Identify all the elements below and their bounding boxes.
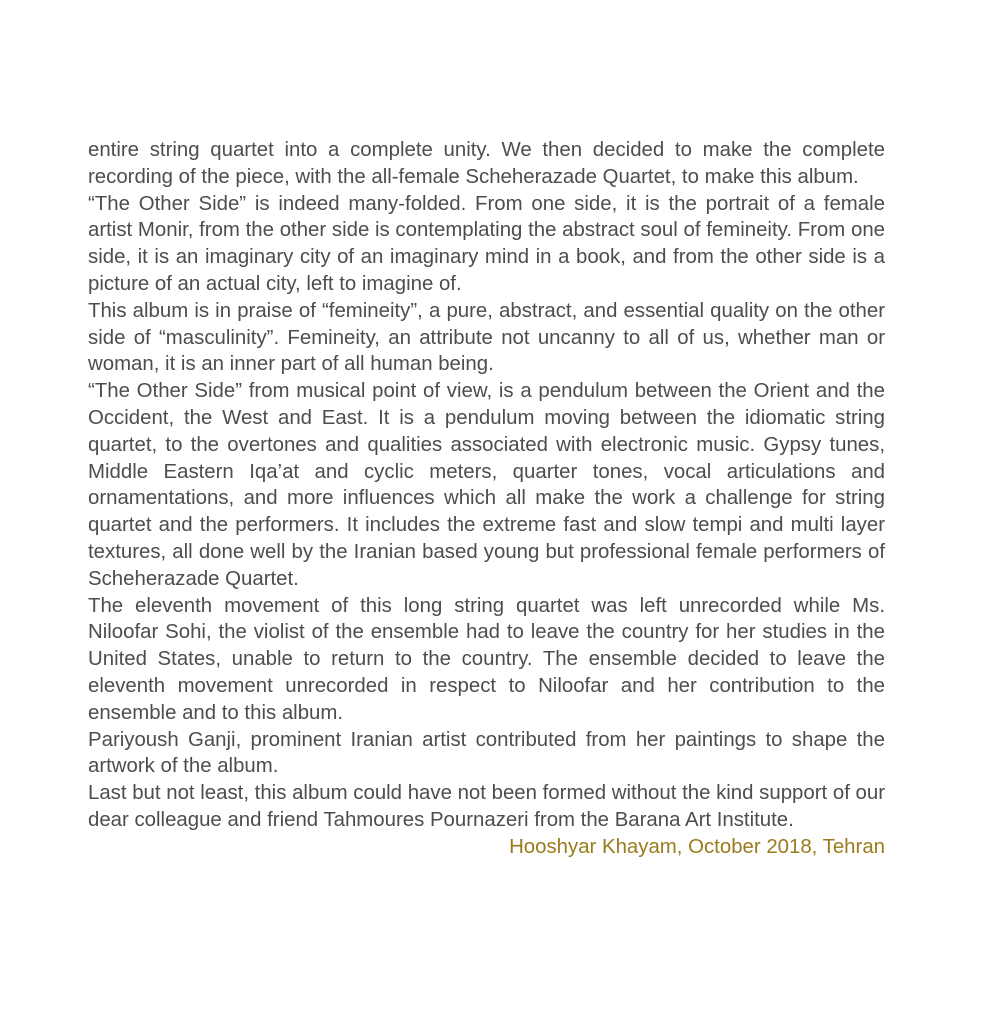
- paragraph-musical-view: “The Other Side” from musical point of view, is a pendulum between the Orient and the Occident, the West and East. It is a pendulum moving between the idiomatic string quartet, to the overtones and qualities associated with electronic music. Gypsy tunes, Middle Eastern Iqa’at and cyclic meters, quarter tones, vocal articulations and ornamentations, and more influences which all make the work a challenge for string quartet and the performers. It includes the extreme fast and slow tempi and multi layer textures, all done well by the Iranian based young but professional female performers of Scheherazade Quartet.: [88, 380, 885, 590]
- paragraph-intro-recording: entire string quartet into a complete unity. We then decided to make the complete recording of the piece, with the all-female Scheherazade Quartet, to make this album.: [88, 139, 885, 188]
- paragraph-other-side-meaning: “The Other Side” is indeed many-folded. From one side, it is the portrait of a female artist Monir, from the other side is contemplating the abstract soul of femineity. From one side, it is an imaginary city of an imaginary mind in a book, and from the other side is a picture of an actual city, left to imagine of.: [88, 192, 885, 295]
- paragraph-eleventh-movement: The eleventh movement of this long string quartet was left unrecorded while Ms. Niloofar Sohi, the violist of the ensemble had to leave the country for her studies in the United States, unable to return to the country. The ensemble decided to leave the eleventh movement unrecorded in respect to Niloofar and her contribution to the ensemble and to this album.: [88, 594, 885, 724]
- document-page: [88, 137, 885, 861]
- paragraph-artwork: Pariyoush Ganji, prominent Iranian artist contributed from her paintings to shape the artwork of the album.: [88, 728, 885, 778]
- author-signature: Hooshyar Khayam, October 2018, Tehran: [509, 835, 885, 858]
- paragraph-femineity: This album is in praise of “femineity”, a pure, abstract, and essential quality on the other side of “masculinity”. Femineity, an attribute not uncanny to all of us, whether man or woman, it is an inner part of all human being.: [88, 299, 885, 376]
- paragraph-acknowledgement: Last but not least, this album could have not been formed without the kind support of our dear colleague and friend Tahmoures Pournazeri from the Barana Art Institute.: [88, 782, 885, 831]
